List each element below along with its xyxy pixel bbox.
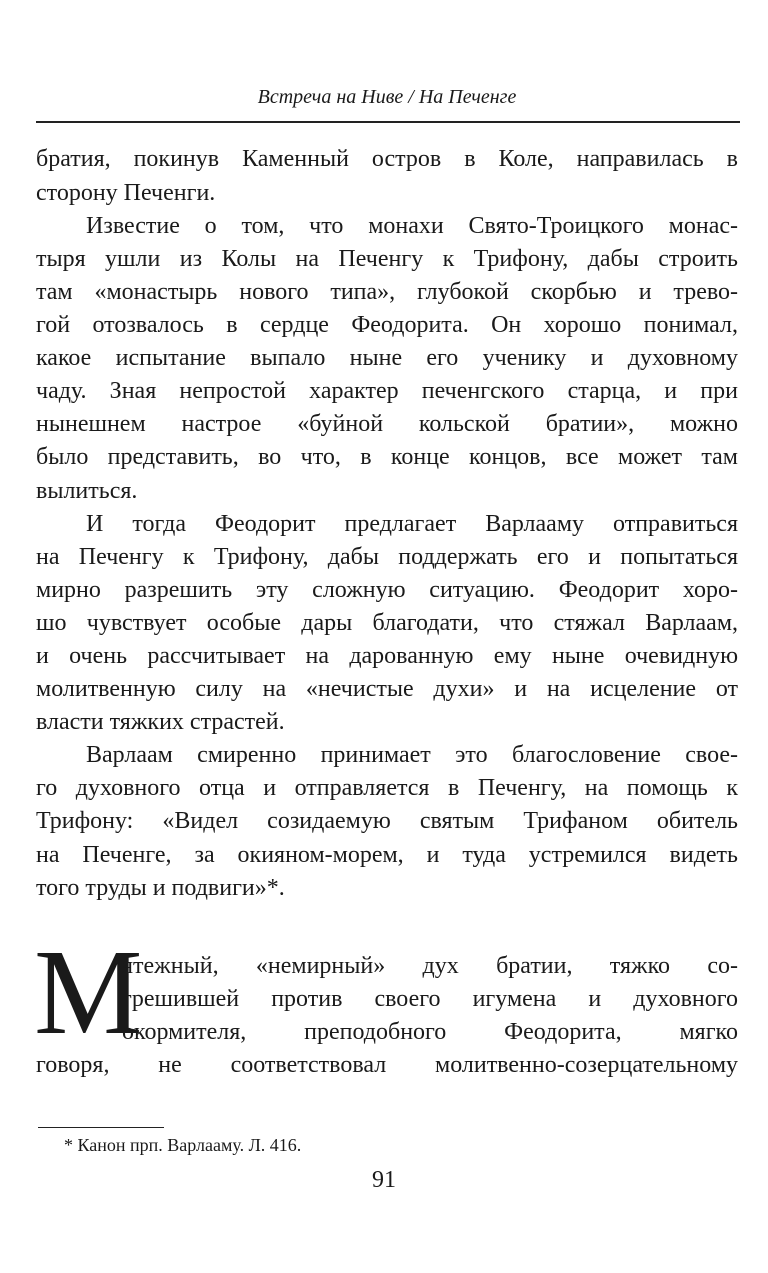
text-line: какое испытание выпало ныне его ученику и духовному xyxy=(36,345,738,371)
text-line: тыря ушли из Колы на Печенгу к Трифону, дабы строить xyxy=(36,246,738,272)
text-line: говоря, не соответствовал молитвенно-созерцательному xyxy=(36,1052,738,1078)
text-line: Варлаам смиренно принимает это благословение свое- xyxy=(86,742,738,768)
text-line: Трифону: «Видел созидаемую святым Трифаном обитель xyxy=(36,808,738,834)
text-line: окормителя, преподобного Феодорита, мягко xyxy=(122,1019,738,1045)
text-line: чаду. Зная непростой характер печенгского старца, и при xyxy=(36,378,738,404)
text-line: ятежный, «немирный» дух братии, тяжко со- xyxy=(122,953,738,979)
text-line: на Печенге, за окияном-морем, и туда устремился видеть xyxy=(36,842,738,868)
text-line: было представить, во что, в конце концов, все может там xyxy=(36,444,738,470)
running-header: Встреча на Ниве / На Печенге xyxy=(257,86,517,108)
text-line: сторону Печенги. xyxy=(36,180,216,206)
text-line: на Печенгу к Трифону, дабы поддержать его и попытаться xyxy=(36,544,738,570)
text-line: мирно разрешить эту сложную ситуацию. Феодорит хоро- xyxy=(36,577,738,603)
text-line: грешившей против своего игумена и духовного xyxy=(122,986,738,1012)
text-line: молитвенную силу на «нечистые духи» и на исцеление от xyxy=(36,676,738,702)
page-number: 91 xyxy=(372,1167,396,1193)
footnote: * Канон прп. Варлааму. Л. 416. xyxy=(64,1135,302,1155)
drop-cap: М xyxy=(34,925,143,1060)
text-line: и очень рассчитывает на дарованную ему ныне очевидную xyxy=(36,643,738,669)
header-rule xyxy=(36,121,740,123)
text-line: гой отозвалось в сердце Феодорита. Он хорошо понимал, xyxy=(36,312,738,338)
footnote-rule xyxy=(38,1127,164,1128)
text-line: братия, покинув Каменный остров в Коле, направилась в xyxy=(36,146,738,172)
text-line: там «монастырь нового типа», глубокой скорбью и трево- xyxy=(36,279,738,305)
text-line: Известие о том, что монахи Свято-Троицкого монас- xyxy=(86,213,738,239)
text-line: И тогда Феодорит предлагает Варлааму отправиться xyxy=(86,511,738,537)
text-line: того труды и подвиги»*. xyxy=(36,875,285,901)
text-line: вылиться. xyxy=(36,478,138,504)
text-line: го духовного отца и отправляется в Печенгу, на помощь к xyxy=(36,775,738,801)
text-line: шо чувствует особые дары благодати, что стяжал Варлаам, xyxy=(36,610,738,636)
text-line: власти тяжких страстей. xyxy=(36,709,285,735)
text-line: нынешнем настрое «буйной кольской братии», можно xyxy=(36,411,738,437)
